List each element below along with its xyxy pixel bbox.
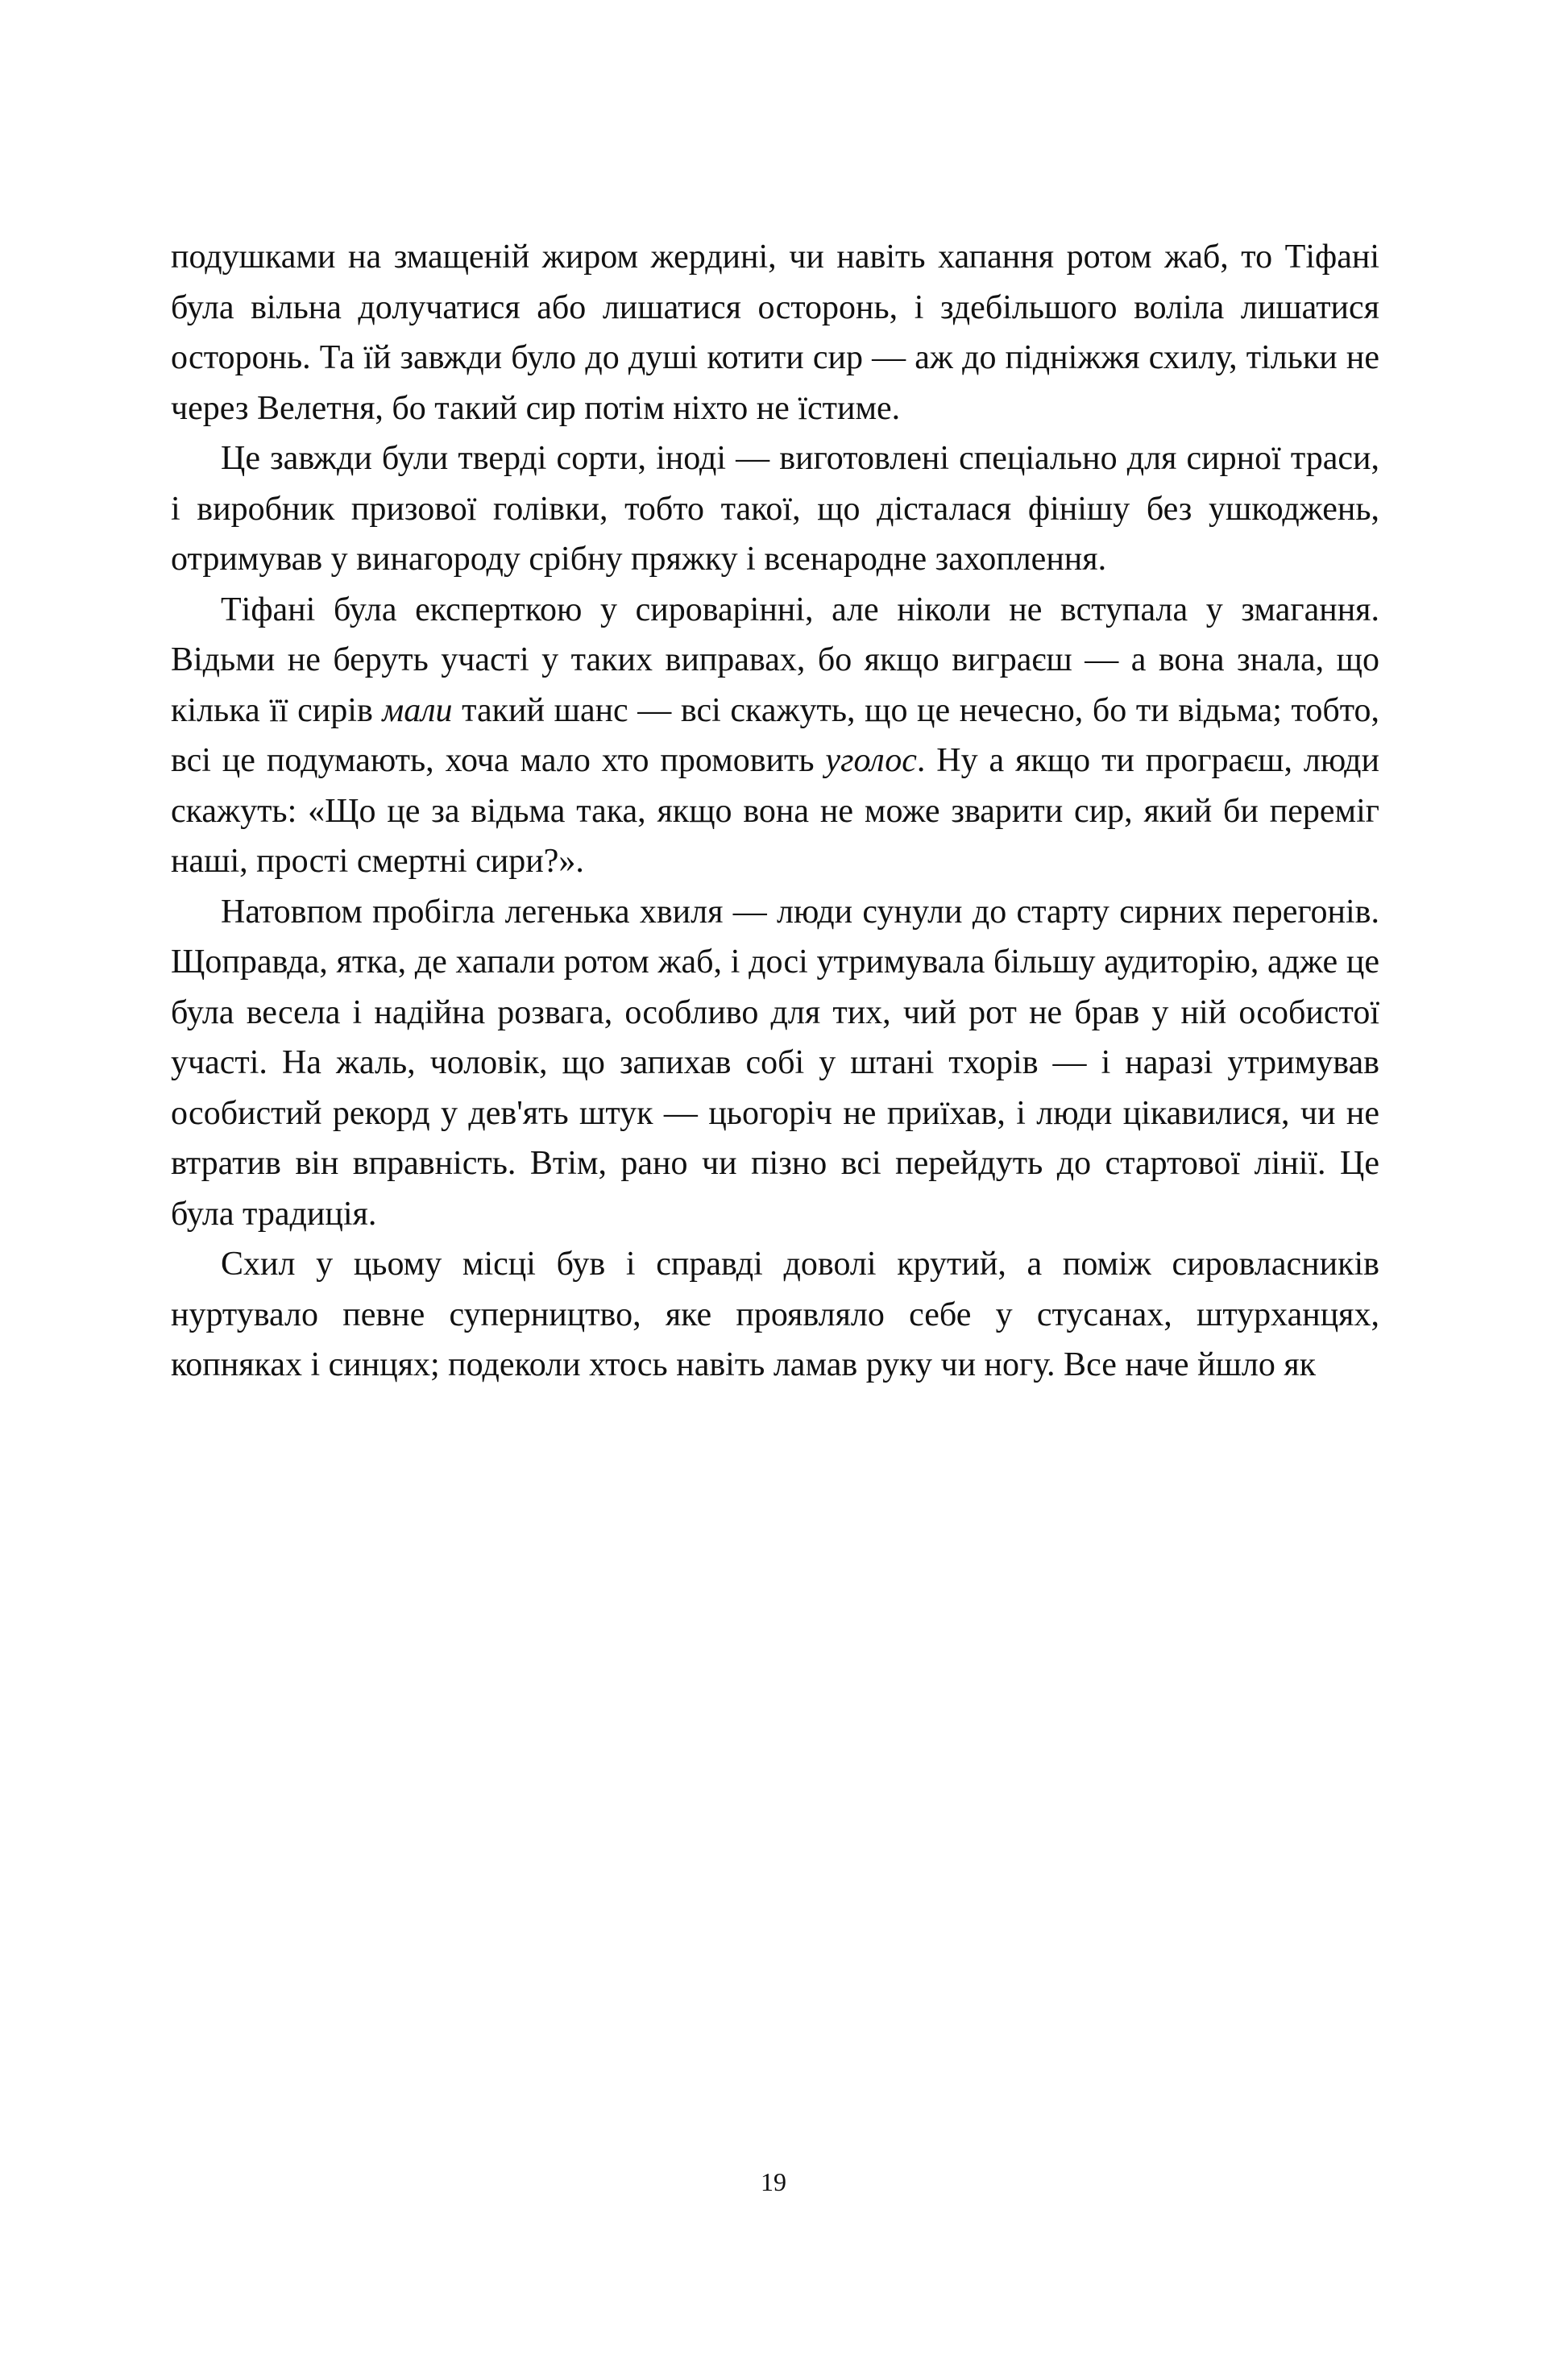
paragraph-4: Натовпом пробігла легенька хвиля — люди сунули до старту сирних перегонів. Щоправда, ятка, де хапали ротом жаб, і досі утримувала більшу аудиторію, адже це була весела і надійна розвага, особливо для тих, чий рот не брав у ній особистої участі. На жаль, чоловік, що запихав собі у штані тхорів — і наразі утримував особистий рекорд у дев'ять штук — цьогоріч не приїхав, і люди цікавилися, чи не втратив він вправність. Втім, рано чи пізно всі перейдуть до стартової лінії. Це була традиція. xyxy=(171,893,1379,1233)
paragraph-3-segment-1: Тіфані була експерткою у сироварінні, але ніколи не вступала у змагання. Відьми не беруть участі у таких виправах, бо якщо виграєш — а вона знала, що кілька її сирів xyxy=(171,591,1379,729)
paragraph-1: подушками на змащеній жиром жердині, чи навіть хапання ротом жаб, то Тіфані була вільна долучатися або лишатися осторонь, і здебільшого воліла лишатися осторонь. Та їй завжди було до душі котити сир — аж до підніжжя схилу, тільки не через Велетня, бо такий сир потім ніхто не їстиме. xyxy=(171,238,1379,427)
page-number: 19 xyxy=(761,2167,786,2196)
paragraph-3-emphasis-1: мали xyxy=(382,691,453,729)
paragraph-2: Це завжди були тверді сорти, іноді — виготовлені спеціально для сирної траси, і виробник призової голівки, тобто такої, що дісталася фінішу без ушкоджень, отримував у винагороду срібну пряжку і всенародне захоплення. xyxy=(171,440,1379,578)
paragraph-3-segment-3: . Ну а якщо ти програєш, люди скажуть: «Що це за відьма така, якщо вона не може зварити сир, який би переміг наші, прості смертні сири?». xyxy=(171,742,1379,880)
paragraph-3 xyxy=(171,585,1379,887)
paragraph-5: Схил у цьому місці був і справді доволі крутий, а поміж сировласників нуртувало певне суперництво, яке проявляло себе у стусанах, штурханцях, копняках і синцях; подеколи хтось навіть ламав руку чи ногу. Все наче йшло як xyxy=(171,1246,1379,1383)
paragraph-3-emphasis-2: уголос xyxy=(825,742,917,779)
page-text-block xyxy=(171,232,1379,1391)
paragraph-3-segment-2: такий шанс — всі скажуть, що це нечесно, бо ти відьма; тобто, всі це подумають, хоча мало хто промовить xyxy=(171,691,1380,779)
